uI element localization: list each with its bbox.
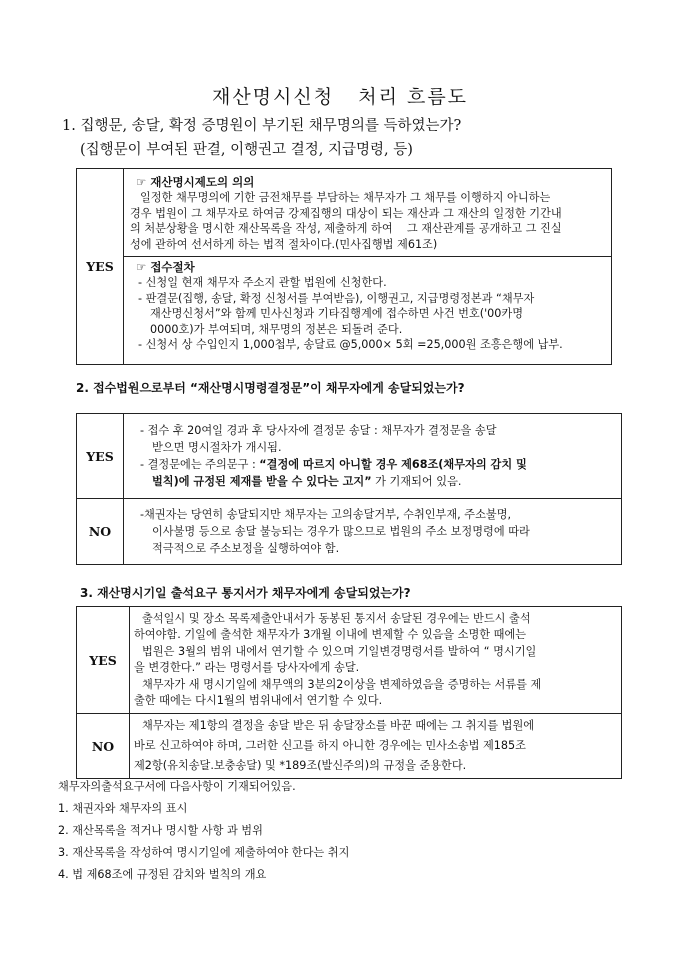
q2-no-content <box>124 499 622 565</box>
procedure-item: - 신청일 현재 채무자 주소지 관할 법원에 신청한다. <box>138 276 387 290</box>
procedure-item: - 판결문(집행, 송달, 확정 신청서를 부여받음), 이행권고, 지급명령정본과 “채무자 <box>138 291 535 305</box>
q2-caution-suffix: 가 기재되어 있음. <box>371 475 462 488</box>
q2-yes-line: 받으면 명시절차가 개시됨. <box>152 441 282 454</box>
meaning-line: 일정한 채무명의에 기한 금전채무를 부담하는 채무자가 그 채무를 이행하지 아니하는 <box>140 191 551 205</box>
notes-item: 2. 재산목록을 적거나 명시할 사항 과 범위 <box>58 824 263 837</box>
q3-yes-line: 을 변경한다.” 라는 명령서를 당사자에게 송달. <box>134 661 360 674</box>
q3-no-content <box>130 714 622 779</box>
q2-no-line: 적극적으로 주소보정을 실행하여야 함. <box>152 542 340 555</box>
notes-item: 1. 채권자와 채무자의 표시 <box>58 802 188 815</box>
q2-no-line: -채권자는 당연히 송달되지만 채무자는 고의송달거부, 수취인부재, 주소불명, <box>140 508 512 521</box>
procedure-item-cont: 재산명신청서”와 함께 민사신청과 기타집행계에 접수하면 사건 번호('00카명 <box>150 307 524 321</box>
q2-caution-bold: “결정에 따르지 아니할 경우 제68조(채무자의 감치 및 <box>259 458 527 471</box>
question-1-subtitle: (집행문이 부여된 판결, 이행권고 결정, 지급명령, 등) <box>80 142 413 158</box>
q2-yes-label: YES <box>77 414 124 499</box>
q2-yes-line: - 접수 후 20여일 경과 후 당사자에 결정문 송달 : 채무자가 결정문을 송달 <box>140 424 497 437</box>
question-3: 3. 재산명시기일 출석요구 통지서가 채무자에게 송달되었는가? <box>80 586 411 600</box>
q2-no-line: 이사불명 등으로 송달 불능되는 경우가 많으므로 법원의 주소 보정명령에 따라 <box>152 525 530 538</box>
notes-item: 3. 재산목록을 작성하여 명시기일에 제출하여야 한다는 취지 <box>58 846 350 859</box>
question-1: 1. 집행문, 송달, 확정 증명원이 부기된 채무명의를 득하였는가? <box>62 118 462 134</box>
notes-intro: 채무자의출석요구서에 다음사항이 기재되어있음. <box>58 780 296 793</box>
q2-caution-line <box>130 473 615 490</box>
procedure-item-cont: 0000호)가 부여되며, 채무명의 정본은 되돌려 준다. <box>150 322 403 336</box>
q1-content <box>124 169 612 365</box>
page-title: 재산명시신청 처리 흐름도 <box>211 86 469 108</box>
meaning-line: 성에 관하여 선서하게 하는 법적 절차이다.(민사집행법 제61조) <box>130 237 438 251</box>
question-2: 2. 접수법원으로부터 “재산명시명령결정문”이 채무자에게 송달되었는가? <box>76 381 465 395</box>
procedure-item: - 신청서 상 수입인지 1,000첩부, 송달료 @5,000× 5회 =25,000원 조흥은행에 납부. <box>138 338 563 352</box>
procedure-heading: ☞ 접수절차 <box>136 260 195 275</box>
q3-yes-line: 법원은 3월의 범위 내에서 연기할 수 있으며 기일변경명령서를 발하여 “ 명시기일 <box>142 644 537 658</box>
q3-no-label: NO <box>77 714 130 779</box>
q2-yes-content <box>124 414 622 499</box>
q3-yes-line: 출한 때에는 다시1월의 범위내에서 연기할 수 있다. <box>134 694 383 707</box>
meaning-line: 경우 법원이 그 채무자로 하여금 강제집행의 대상이 되는 재산과 그 재산의 일정한 기간내 <box>130 206 562 220</box>
q3-yes-line: 출석일시 및 장소 목록제출안내서가 동봉된 통지서 송달된 경우에는 반드시 출석 <box>142 611 531 625</box>
q3-yes-line: 채무자가 새 명시기일에 채무액의 3분의2이상을 변제하였음을 증명하는 서류를 제 <box>142 677 542 691</box>
question-3-box <box>76 606 622 779</box>
q3-yes-line: 하여야함. 기일에 출석한 채무자가 3개월 이내에 변제할 수 있음을 소명한 때에는 <box>134 628 527 641</box>
meaning-line: 의 처분상황을 명시한 재산목록을 작성, 제출하게 하여 그 재산관계를 공개하고 그 진실 <box>130 222 562 236</box>
q3-yes-content <box>130 607 622 714</box>
question-1-box <box>76 168 612 365</box>
q2-caution-line <box>130 456 615 473</box>
question-2-box <box>76 413 622 565</box>
q3-yes-label: YES <box>77 607 130 714</box>
q2-caution-bold: 벌칙)에 규정된 제재를 받을 수 있다는 고지” <box>152 475 372 488</box>
meaning-heading: ☞ 재산명시제도의 의의 <box>136 175 255 189</box>
q3-no-line: 바로 신고하여야 하며, 그러한 신고를 하지 아니한 경우에는 민사소송법 제185조 <box>134 739 526 752</box>
q3-no-line: 제2항(유치송달.보충송달) 및 *189조(발신주의)의 규정을 준용한다. <box>134 759 467 772</box>
q2-caution-prefix: - 결정문에는 주의문구 : <box>140 458 260 471</box>
q3-no-line: 채무자는 제1항의 결정을 송달 받은 뒤 송달장소를 바꾼 때에는 그 취지를 법원에 <box>142 719 535 732</box>
q1-yes-label: YES <box>77 169 124 365</box>
q2-no-label: NO <box>77 499 124 565</box>
notes-item: 4. 법 제68조에 규정된 감치와 벌칙의 개요 <box>58 868 267 881</box>
